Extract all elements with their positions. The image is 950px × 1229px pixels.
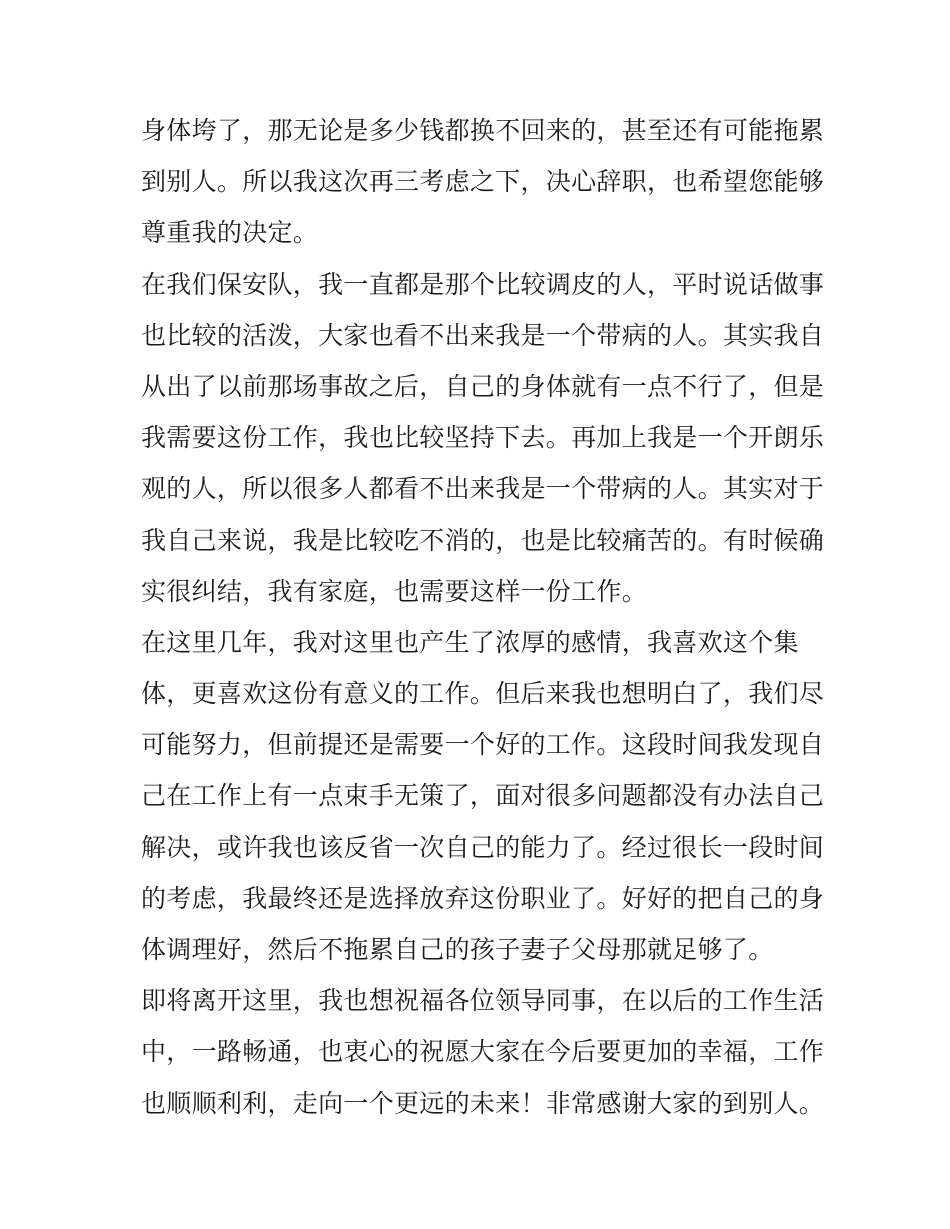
text-line: 解决，或许我也该反省一次自己的能力了。经过很长一段时间 <box>141 832 825 862</box>
text-line: 体，更喜欢这份有意义的工作。但后来我也想明白了，我们尽 <box>141 679 825 709</box>
text-line: 我需要这份工作，我也比较坚持下去。再加上我是一个开朗乐 <box>141 423 825 453</box>
text-line: 观的人，所以很多人都看不出来我是一个带病的人。其实对于 <box>141 474 825 504</box>
text-line: 实很纠结，我有家庭，也需要这样一份工作。 <box>141 576 648 606</box>
paragraph-2 <box>141 259 825 617</box>
text-line: 在我们保安队，我一直都是那个比较调皮的人，平时说话做事 <box>141 269 825 299</box>
text-line: 的考虑，我最终还是选择放弃这份职业了。好好的把自己的身 <box>141 883 825 913</box>
text-line: 也比较的活泼，大家也看不出来我是一个带病的人。其实我自 <box>141 320 825 350</box>
text-line: 己在工作上有一点束手无策了，面对很多问题都没有办法自己 <box>141 781 825 811</box>
paragraph-3 <box>141 617 825 975</box>
text-line: 身体垮了，那无论是多少钱都换不回来的，甚至还有可能拖累 <box>141 116 825 145</box>
text-line: 即将离开这里，我也想祝福各位领导同事，在以后的工作生活 <box>141 986 825 1016</box>
text-line: 中，一路畅通，也衷心的祝愿大家在今后要更加的幸福，工作 <box>141 1037 825 1067</box>
text-line: 到别人。所以我这次再三考虑之下，决心辞职，也希望您能够 <box>141 167 825 197</box>
document-body <box>141 105 825 1129</box>
paragraph-4 <box>141 975 825 1129</box>
text-line: 体调理好，然后不拖累自己的孩子妻子父母那就足够了。 <box>141 935 774 964</box>
text-line: 尊重我的决定。 <box>141 218 319 248</box>
text-line: 也顺顺利利，走向一个更远的未来！非常感谢大家的到别人。 <box>141 1088 825 1118</box>
paragraph-1 <box>141 105 825 259</box>
text-line: 在这里几年，我对这里也产生了浓厚的感情，我喜欢这个集 <box>141 627 799 657</box>
text-line: 可能努力，但前提还是需要一个好的工作。这段时间我发现自 <box>141 730 825 760</box>
text-line: 我自己来说，我是比较吃不消的，也是比较痛苦的。有时候确 <box>141 525 825 555</box>
text-line: 从出了以前那场事故之后，自己的身体就有一点不行了，但是 <box>141 371 825 401</box>
